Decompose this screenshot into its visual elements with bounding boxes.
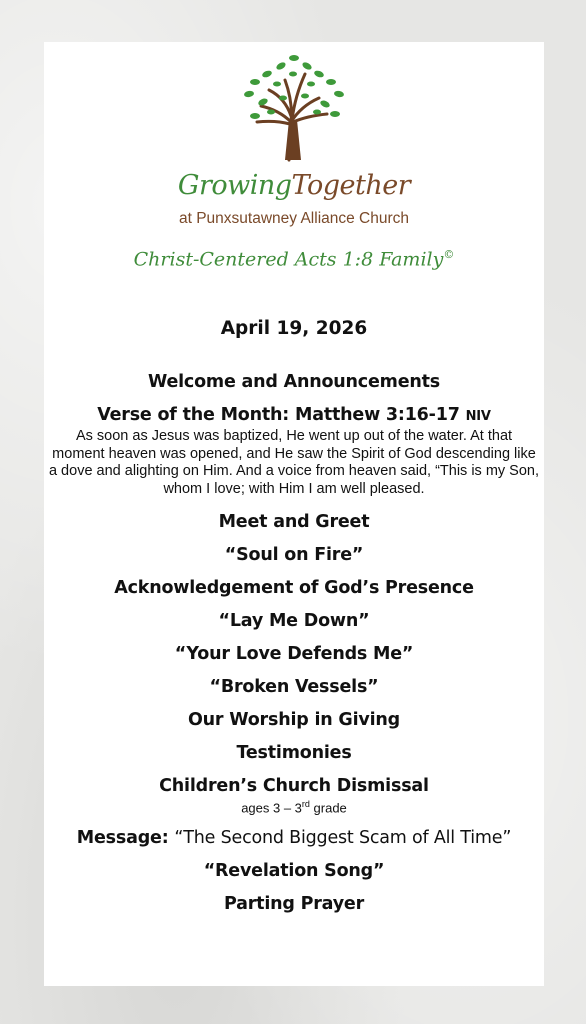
- copyright-mark: ©: [443, 248, 455, 261]
- service-item: “Soul on Fire”: [224, 545, 364, 565]
- service-item: Testimonies: [236, 743, 352, 763]
- bulletin-card: [44, 42, 544, 986]
- verse-reference: Verse of the Month: Matthew 3:16-17: [97, 405, 460, 425]
- church-name: at Punxsutawney Alliance Church: [178, 210, 410, 227]
- service-item: “Broken Vessels”: [209, 677, 379, 697]
- service-item: “Your Love Defends Me”: [174, 644, 414, 664]
- verse-version: NIV: [465, 409, 491, 424]
- message-label: Message:: [76, 828, 169, 849]
- logo-wordmark: [44, 170, 544, 201]
- logo-word-together: Together: [291, 170, 411, 201]
- verse-text: As soon as Jesus was baptized, He went up out of the water. At that moment heaven was opened, and He saw the Spirit of God descending like a dove and alighting on Him. And a voice from heaven said, “This is my Son, whom I love; with Him I am well pleased.: [48, 428, 540, 497]
- ages-prefix: ages 3 – 3: [241, 800, 302, 816]
- ages-suffix: grade: [309, 800, 347, 816]
- tree-icon: [219, 50, 369, 162]
- logo-word-growing: Growing: [177, 170, 292, 201]
- message-title: “The Second Biggest Scam of All Time”: [174, 828, 512, 849]
- tagline: [44, 248, 544, 270]
- service-item: Meet and Greet: [218, 512, 370, 532]
- ages-sup: rd: [301, 799, 310, 809]
- order-of-service: [44, 314, 544, 921]
- service-date: April 19, 2026: [220, 318, 368, 339]
- welcome-item: Welcome and Announcements: [147, 372, 440, 392]
- closing-song: “Revelation Song”: [203, 861, 385, 882]
- service-item: Our Worship in Giving: [188, 710, 400, 730]
- message-item: [44, 822, 544, 855]
- service-item: Children’s Church Dismissal: [159, 776, 429, 796]
- church-logo: [44, 50, 544, 162]
- closing-prayer: Parting Prayer: [223, 894, 365, 915]
- service-item: Acknowledgement of God’s Presence: [114, 578, 474, 598]
- service-item: “Lay Me Down”: [218, 611, 370, 631]
- ages-note: [44, 796, 544, 816]
- tagline-text: Christ-Centered Acts 1:8 Family: [133, 248, 444, 271]
